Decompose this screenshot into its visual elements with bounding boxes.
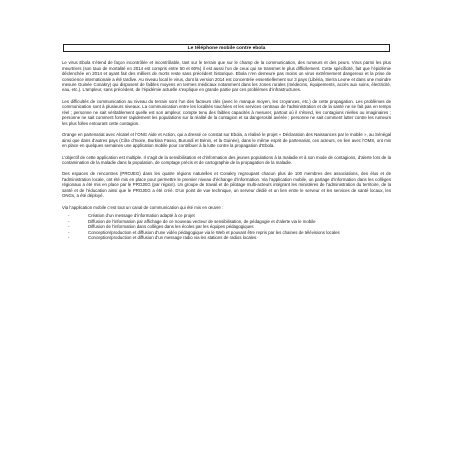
- bullet-marker: -: [68, 229, 70, 235]
- bullet-marker: -: [68, 224, 70, 230]
- paragraph-communication-channel: Via l’application mobile c’est tout un canal de communication qui été mis en œuvre :: [62, 204, 224, 210]
- paragraph-application-objective: L’objectif de cette application est multiple. Il s’agit de la sensibilisation et d’information des jeunes populations à la maladie et à son mode de contagions, d’alerte lors de la contamination de la maladie dans la population, de comptage précis et de cartographie de la propagation de la maladie.: [62, 154, 391, 165]
- list-item-text: Conception/production et diffusion d’une vidéo pédagogique via le Web et pouvant être repris par les chaines de télévisions locales: [88, 229, 340, 235]
- list-item-text: Diffusion de l’information par affichage de ce nouveau vecteur de sensibilisation, de pédagogie et d’alerte via le mobile: [88, 218, 316, 224]
- bullet-list: [62, 213, 391, 240]
- list-item-text: Diffusion de l’information dans collèges dans les écoles par les équipes pédagogiques: [88, 224, 254, 230]
- list-item-text: Création d’un message d’information adapté à ce projet: [88, 213, 195, 219]
- document-title: Le téléphone mobile contre ebola: [63, 44, 390, 52]
- bullet-marker: -: [68, 213, 70, 219]
- paragraph-orange-partnership: Orange en partenariat avec Alcatel et l’ONG Aide et Action, qui a dressé ce constat sur Ebola, a réalisé le projet « Déclaration des Naissances par le mobile », au Sénégal ainsi que dans d’autres pays (Côte d’Ivoire, Burkina Fasso, Burundi et Bénin, et la Guinée), dans le même esprit de partenariat, ces acteurs, en lien avec l’OMS, ont mis en place en quelques semaines une application mobile pour contribuer à la lutte contre la propagation d’Ebola.: [62, 132, 391, 149]
- list-item-text: Conception/production et diffusion d’un message radio via les stations de radios locales.: [88, 234, 258, 240]
- paragraph-communication-difficulties: Les difficultés de communication au niveau du terrain sont l’un des facteurs clés (avec le manque moyen, les croyances, etc.) de cette propagation. Les problèmes de communication sont à plusieurs niveaux. La communication entre les localités touchées et les services centraux de l’administration et de la santé ne se fait pas en temps réel ; personne ne sait véritablement quelle est son ampleur, compte tenu des faibles capacités à mesurer, partout où il s’étend, les contagions réelles ou imaginaires ; personne ne sait comment former rapidement les populations sur la réalité de la contagion et sa dangerosité avérée ; personne ne sait comment lutter contre les rumeurs les plus folles entourant cette contagion.: [62, 98, 391, 126]
- document-page: [62, 44, 391, 240]
- bullet-marker: -: [68, 218, 70, 224]
- paragraph-intro: Le virus Ebola s’étend de façon incontrôlée et incontrôlable, tant sur le terrain que sur le champ de la communication, des rumeurs et des peurs. Virus parmi les plus meurtriers (son taux de mortalité en 2014 est compris entre 50 et 60%) il est aussi l’un de ceux qui se transmet le plus difficilement. Cette spécificité, fait que l’épidémie déclenchée en 2014 et ayant fait des milliers de morts reste sans précédent historique. Ebola n’en demeure pas moins un virus extrêmement dangereux et la prise de conscience internationale a été tardive. Au niveau local le virus, dont la version 2014 est concentrée essentiellement sur 3 pays (Libéria, Sierra Leone et dans une moindre mesure Guinée Conakry) qui disposent de faibles moyens en termes médicaux notamment dans les zones rurales (médecins, équipements, accès aux soins, électricité, eau, etc.). L’ampleur, sans précédent, de l’épidémie actuelle s’explique en grande partie par ces problèmes d’infrastructures.: [62, 60, 391, 93]
- paragraph-projeg-spaces: Des espaces de rencontres (PROJEG) dans les quatre régions naturelles et Conakry regroupant chacun plus de 100 membres des associations, des élus et de l’administration locale, ont été mis en place pour permettre le premier niveau d’échange d’information. Via l’application mobile, un partage d’information dans les collèges régionaux a été mis en place par le PROJEG (par région). Un groupe de travail et de pilotage multi-acteurs intégrant les ministères de l’administration du territoire, de la santé et de l’éducation ainsi que le PROJEG a été créé. D’un point de vue technique, un serveur dédié et un lien entre le serveur et les services de santé locaux, les ONGs, a été déployé.: [62, 171, 391, 199]
- bullet-marker: -: [68, 234, 70, 240]
- list-item: [68, 234, 391, 240]
